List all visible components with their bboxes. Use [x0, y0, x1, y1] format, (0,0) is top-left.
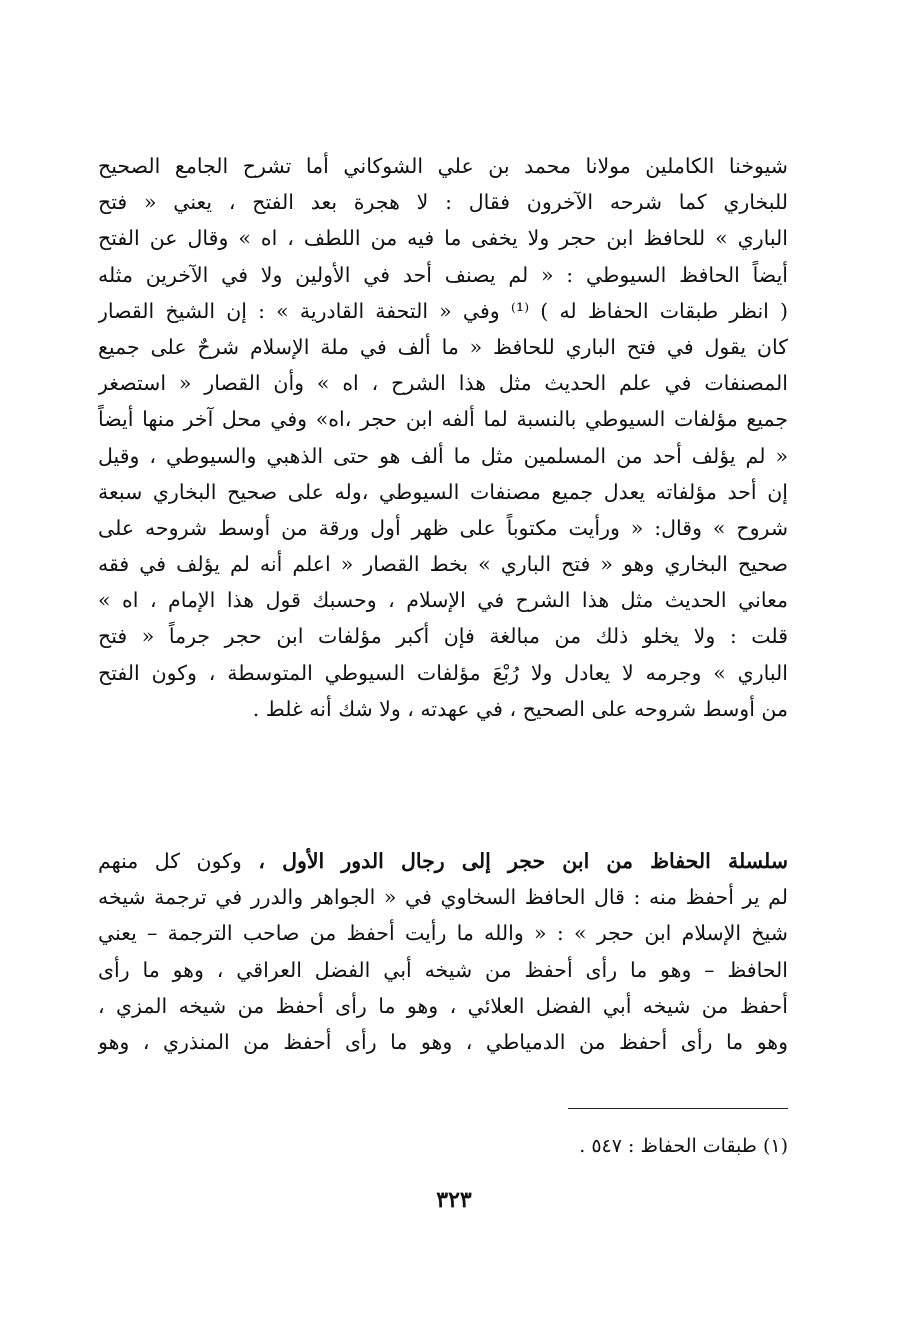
text-run: وكون كل منهم [98, 849, 242, 873]
body-paragraph-1 [98, 148, 788, 727]
text-line: وهو ما رأى أحفظ من الدمياطي ، وهو ما رأى أحفظ من المنذري ، وهو [98, 1029, 788, 1054]
footnote-divider [568, 1108, 788, 1109]
text-line: الباري » للحافظ ابن حجر ولا يخفى ما فيه من اللطف ، اه » وقال عن الفتح [98, 226, 788, 251]
section-heading: سلسلة الحفاظ من ابن حجر إلى رجال الدور الأول ، [258, 849, 788, 873]
body-paragraph-2 [98, 843, 788, 1060]
text-line: لم ير أحفظ منه : قال الحافظ السخاوي في « الجواهر والدرر في ترجمة شيخه [98, 885, 788, 910]
text-line: المصنفات في علم الحديث مثل هذا الشرح ، اه » وأن القصار « استصغر [98, 371, 788, 396]
text-line: للبخاري كما شرحه الآخرون فقال : لا هجرة بعد الفتح ، يعني « فتح [98, 190, 788, 215]
section-heading-line [98, 843, 788, 879]
text-line: ( انظر طبقات الحفاظ له ) ⁽¹⁾ وفي « التحفة القادرية » : إن الشيخ القصار [98, 298, 788, 323]
text-line: جميع مؤلفات السيوطي بالنسبة لما ألفه ابن حجر ،اه» وفي محل آخر منها أيضاً [98, 407, 788, 432]
text-line: من أوسط شروحه على الصحيح ، في عهدته ، ولا شك أنه غلط . [252, 696, 788, 721]
text-line: الباري » وجرمه لا يعادل ولا رُبْعَ مؤلفات السيوطي المتوسطة ، وكون الفتح [98, 660, 788, 685]
text-line: معاني الحديث مثل هذا الشرح في الإسلام ، وحسبك قول هذا الإمام ، اه » [98, 588, 788, 613]
text-line: شيخ الإسلام ابن حجر » : « والله ما رأيت أحفظ من صاحب الترجمة – يعني [98, 921, 788, 946]
text-line: كان يقول في فتح الباري للحافظ « ما ألف في ملة الإسلام شرحٌ على جميع [98, 334, 788, 359]
text-line: أحفظ من شيخه أبي الفضل العلائي ، وهو ما رأى أحفظ من شيخه المزي ، [98, 993, 788, 1018]
text-line: صحيح البخاري وهو « فتح الباري » بخط القصار « اعلم أنه لم يؤلف في فقه [98, 552, 788, 577]
text-line: قلت : ولا يخلو ذلك من مبالغة فإن أكبر مؤلفات ابن حجر جرماً « فتح [98, 624, 788, 649]
text-line: إن أحد مؤلفاته يعدل جميع مصنفات السيوطي ،وله على صحيح البخاري سبعة [98, 479, 788, 504]
text-line: أيضاً الحافظ السيوطي : « لم يصنف أحد في الأولين ولا في الآخرين مثله [98, 262, 788, 287]
text-line: الحافظ – وهو ما رأى أحفظ من شيخه أبي الفضل العراقي ، وهو ما رأى [98, 957, 788, 982]
text-line: « لم يؤلف أحد من المسلمين مثل ما ألف هو حتى الذهبي والسيوطي ، وقيل [98, 443, 788, 468]
footnote: (١) طبقات الحفاظ : ٥٤٧ . [579, 1135, 788, 1157]
text-line: شيوخنا الكاملين مولانا محمد بن علي الشوكاني أما تشرح الجامع الصحيح [98, 154, 788, 178]
text-line: شروح » وقال: « ورأيت مكتوباً على ظهر أول ورقة من أوسط شروحه على [98, 515, 788, 540]
page-number: ٣٢٣ [436, 1187, 472, 1213]
